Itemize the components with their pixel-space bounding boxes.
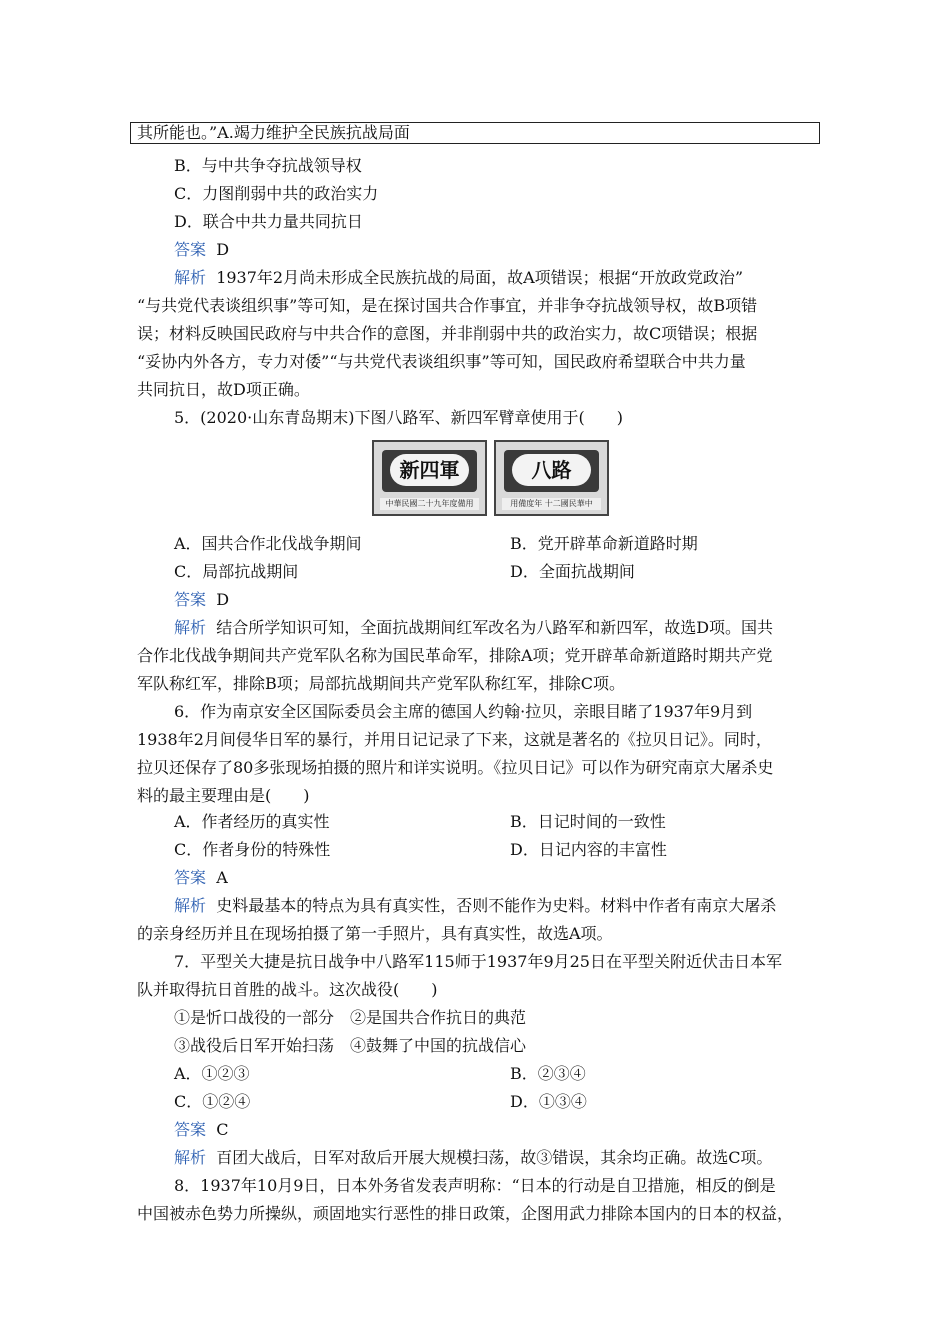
q6-analysis-line: 的亲身经历并且在现场拍摄了第一手照片，具有真实性，故选A项。 [137,924,613,943]
armband-caption: 用備度年 十二國民華中 [502,498,601,510]
q4-analysis-line: “与共党代表谈组织事”等可知，是在探讨国共合作事宜，并非争夺抗战领导权，故B项错 [137,296,758,315]
answer-value: D [216,240,230,259]
answer-label: 答案 [174,868,207,887]
q5-option-c: C．局部抗战期间 [174,562,299,581]
analysis-label: 解析 [174,618,207,637]
q7-stem-line: 7．平型关大捷是抗日战争中八路军115师于1937年9月25日在平型关附近伏击日本军 [174,952,782,971]
q7-option-a: A．①②③ [174,1064,250,1083]
q4-answer [174,236,229,264]
analysis-label: 解析 [174,896,207,915]
q5-answer [174,586,229,614]
eighth-route-armband [494,440,609,516]
q4-option-c: C．力图削弱中共的政治实力 [174,184,379,203]
q6-option-b: B．日记时间的一致性 [510,812,666,831]
analysis-text: 结合所学知识可知，全面抗战期间红军改名为八路军和新四军，故选D项。国共 [216,618,774,637]
q5-analysis-line: 合作北伐战争期间共产党军队名称为国民革命军，排除A项；党开辟革命新道路时期共产党 [137,646,773,665]
q4-option-d: D．联合中共力量共同抗日 [174,212,363,231]
analysis-label: 解析 [174,1148,207,1167]
q7-items-line: ③战役后日军开始扫荡 ④鼓舞了中国的抗战信心 [174,1036,527,1055]
q7-analysis-line [174,1144,772,1172]
q8-stem-line: 8．1937年10月9日，日本外务省发表声明称：“日本的行动是自卫措施，相反的倒是 [174,1176,776,1195]
armband-label: 新四軍 [390,454,469,486]
analysis-text: 百团大战后，日军对敌后开展大规模扫荡，故③错误，其余均正确。故选C项。 [216,1148,773,1167]
armband-image [372,440,612,518]
analysis-label: 解析 [174,268,207,287]
answer-label: 答案 [174,590,207,609]
q7-option-c: C．①②④ [174,1092,251,1111]
answer-value: C [216,1120,229,1139]
q7-items-line: ①是忻口战役的一部分 ②是国共合作抗日的典范 [174,1008,527,1027]
q5-option-a: A．国共合作北伐战争期间 [174,534,362,553]
q6-stem-line: 6．作为南京安全区国际委员会主席的德国人约翰·拉贝，亲眼目睹了1937年9月到 [174,702,753,721]
q5-stem: 5．(2020·山东青岛期末)下图八路军、新四军臂章使用于( ) [174,408,623,427]
q7-stem-line: 队并取得抗日首胜的战斗。这次战役( ) [137,980,438,999]
q8-stem-line: 中国被赤色势力所操纵，顽固地实行恶性的排日政策，企图用武力排除本国内的日本的权益， [137,1204,794,1223]
q6-option-c: C．作者身份的特殊性 [174,840,331,859]
analysis-text: 1937年2月尚未形成全民族抗战的局面，故A项错误；根据“开放政党政治” [216,268,744,287]
answer-label: 答案 [174,240,207,259]
q4-analysis-line [174,264,743,292]
q4-option-b: B．与中共争夺抗战领导权 [174,156,362,175]
q7-answer [174,1116,228,1144]
answer-label: 答案 [174,1120,207,1139]
analysis-text: 史料最基本的特点为具有真实性，否则不能作为史料。材料中作者有南京大屠杀 [216,896,777,915]
answer-value: D [216,590,230,609]
q7-option-b: B．②③④ [510,1064,586,1083]
q4-analysis-line: 误；材料反映国民政府与中共合作的意图，并非削弱中共的政治实力，故C项错误；根据 [137,324,758,343]
q5-option-b: B．党开辟革命新道路时期 [510,534,698,553]
q6-answer [174,864,228,892]
q4-analysis-line: “妥协内外各方，专力对倭”“与共党代表谈组织事”等可知，国民政府希望联合中共力量 [137,352,746,371]
q6-option-d: D．日记内容的丰富性 [510,840,667,859]
q6-stem-line: 料的最主要理由是( ) [137,786,310,805]
q6-analysis-line [174,892,776,920]
q7-option-d: D．①③④ [510,1092,587,1111]
q6-option-a: A．作者经历的真实性 [174,812,330,831]
q6-stem-line: 拉贝还保存了80多张现场拍摄的照片和详实说明。《拉贝日记》可以作为研究南京大屠杀史 [137,758,774,777]
answer-value: A [216,868,228,887]
armband-caption: 中華民國二十九年度備用 [380,498,479,510]
armband-label: 八路 [512,454,591,486]
q5-analysis-line: 军队称红军，排除B项；局部抗战期间共产党军队称红军，排除C项。 [137,674,626,693]
continued-option-box: 其所能也。”A.竭力维护全民族抗战局面 [130,122,820,144]
q4-analysis-line: 共同抗日，故D项正确。 [137,380,310,399]
q5-analysis-line [174,614,773,642]
new-fourth-army-armband [372,440,487,516]
q5-option-d: D．全面抗战期间 [510,562,635,581]
q6-stem-line: 1938年2月间侵华日军的暴行，并用日记记录了下来，这就是著名的《拉贝日记》。同时， [137,730,772,749]
